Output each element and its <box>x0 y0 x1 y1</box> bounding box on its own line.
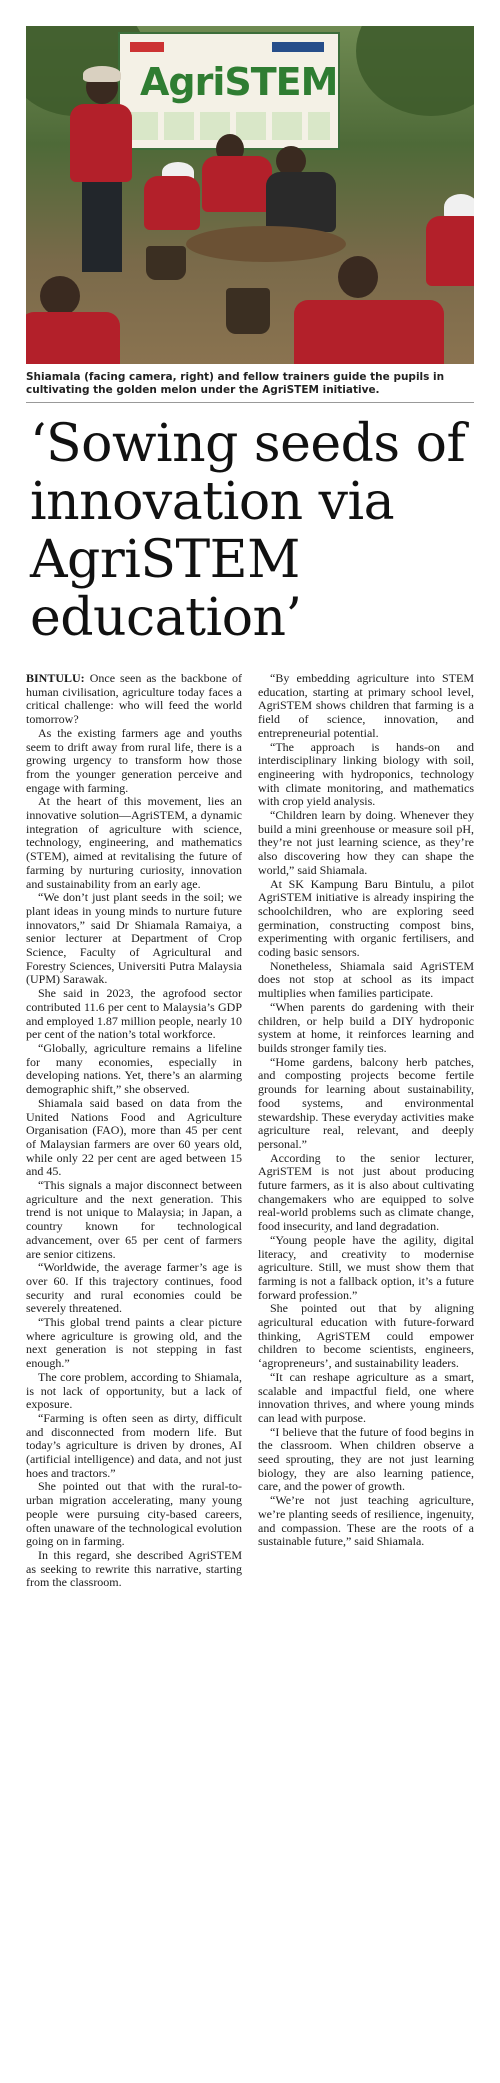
person-head <box>338 256 378 298</box>
paragraph: “Young people have the agility, digital literacy, and creativity to modernise agriculture. Still, we must show them that farming is not a fallback option, it’s a future forward profession.” <box>258 1232 474 1302</box>
person-head <box>40 276 80 316</box>
red-shirt <box>26 312 120 364</box>
banner-logo <box>272 42 324 52</box>
paragraph: “Children learn by doing. Whenever they build a mini greenhouse or measure soil pH, they’re not just learning science, as they’re also discovering how they can shape the world,” said Shiamala. <box>258 808 474 877</box>
pot <box>226 288 270 334</box>
paragraph: She pointed out that by aligning agricultural education with future-forward thinking, AgriSTEM could empower children to become scientists, engineers, ‘agropreneurs’, and sustainability leaders. <box>258 1301 474 1371</box>
paragraph: At the heart of this movement, lies an innovative solution—AgriSTEM, a dynamic integration of agriculture with science, technology, engineering, and mathematics (STEM), aimed at revitalising the future of farming by nurturing curiosity, innovation and sustainability from an early age. <box>26 794 242 891</box>
paragraph: According to the senior lecturer, AgriSTEM is not just about producing future farmers, as it is also about cultivating changemakers who are equipped to solve real-world problems such as climate change, food insecurity, and land degradation. <box>258 1150 474 1234</box>
paragraph: “This global trend paints a clear picture where agriculture is growing old, and the next generation is not stepping in fast enough.” <box>26 1315 242 1371</box>
banner-logo <box>130 42 164 52</box>
paragraph: “This signals a major disconnect between agriculture and the next generation. This trend is not unique to Malaysia; in Japan, a country known for technological advancement, over 65 per cent of farmers are senior citizens. <box>26 1178 242 1261</box>
column-right <box>258 672 474 1590</box>
pot <box>146 246 186 280</box>
photo-caption: Shiamala (facing camera, right) and fellow trainers guide the pupils in cultivating the golden melon under the AgriSTEM initiative. <box>26 371 445 396</box>
paragraph: “It can reshape agriculture as a smart, scalable and impactful field, one where innovation thrives, and where young minds can lead with purpose. <box>258 1369 474 1425</box>
headline: ‘Sowing seeds of innovation via AgriSTEM education’ <box>30 414 466 648</box>
paragraph: “By embedding agriculture into STEM education, starting at primary school level, AgriSTEM shows children that farming is a field of science, innovation, and entrepreneurial potential. <box>258 671 474 740</box>
paragraph: “Globally, agriculture remains a lifeline for many economies, especially in developing nations. Yet, there’s an alarming demographic shift,” she observed. <box>26 1040 242 1097</box>
article-body <box>26 672 474 1590</box>
article-photo <box>26 26 474 364</box>
paragraph: She said in 2023, the agrofood sector contributed 11.6 per cent to Malaysia’s GDP and employed 1.87 million people, nearly 10 per cent of the nation’s total workforce. <box>26 986 242 1042</box>
banner-title: AgriSTEM <box>140 60 338 104</box>
paragraph: As the existing farmers age and youths seem to drift away from rural life, there is a growing urgency to transform how those from the younger generation perceive and engage with farming. <box>26 725 242 795</box>
paragraph <box>26 672 242 727</box>
paragraph: “We’re not just teaching agriculture, we’re planting seeds of resilience, ingenuity, and compassion. These are the roots of a sustainable future,” said Shiamala. <box>258 1493 474 1549</box>
newspaper-clipping <box>26 26 474 647</box>
paragraph: “We don’t just plant seeds in the soil; we plant ideas in young minds to nurture future innovators,” said Dr Shiamala Ramaiya, a senior lecturer at Department of Crop Science, Faculty of Agricultural and Forestry Sciences, Universiti Putra Malaysia (UPM) Sarawak. <box>26 890 242 987</box>
paragraph: “The approach is hands-on and interdisciplinary linking biology with soil, engineering with hydroponics, technology with climate monitoring, and mathematics with crop yield analysis. <box>258 739 474 809</box>
dateline: BINTULU: <box>26 671 85 685</box>
red-shirt <box>202 156 272 212</box>
paragraph: “I believe that the future of food begins in the classroom. When children observe a seed sprouting, they are not just learning biology, they are also learning patience, care, and the power of growth. <box>258 1424 474 1494</box>
agristem-banner <box>118 32 340 150</box>
foliage <box>356 26 474 116</box>
dark-shirt <box>266 172 336 232</box>
paragraph: “Worldwide, the average farmer’s age is over 60. If this trajectory continues, food security and rural economies could be severely threatened. <box>26 1260 242 1316</box>
paragraph: “Farming is often seen as dirty, difficult and disconnected from modern life. But today’s agriculture is driven by drones, AI (artificial intelligence) and data, and not just hoes and tractors.” <box>26 1410 242 1480</box>
red-shirt <box>144 176 200 230</box>
column-left <box>26 672 242 1590</box>
paragraph: At SK Kampung Baru Bintulu, a pilot AgriSTEM initiative is already inspiring the schoolchildren, who are exploring seed germination, constructing compost bins, experimenting with organic fertilisers, and coding basic sensors. <box>258 876 474 960</box>
paragraph-text: Once seen as the backbone of human civilisation, agriculture today faces a critical challenge: who will feed the world tomorrow? <box>26 671 243 727</box>
cap <box>83 66 121 82</box>
red-shirt <box>294 300 444 364</box>
red-shirt <box>70 104 132 182</box>
soil-patch <box>186 226 346 262</box>
paragraph: Shiamala said based on data from the United Nations Food and Agriculture Organisation (FAO), more than 45 per cent of Malaysian farmers are over 60 years old, while only 22 per cent are aged between 15 and 45. <box>26 1095 242 1179</box>
red-shirt <box>426 216 474 286</box>
trousers <box>82 182 122 272</box>
paragraph: She pointed out that with the rural-to-urban migration accelerating, many young people were pursuing city-based careers, often unaware of the technological evolution going on in farming. <box>26 1479 242 1549</box>
paragraph: Nonetheless, Shiamala said AgriSTEM does not stop at school as its impact multiplies when families participate. <box>258 958 474 1001</box>
paragraph: “When parents do gardening with their children, or help build a DIY hydroponic system at home, it reinforces learning and builds stronger family ties. <box>258 999 474 1055</box>
paragraph: The core problem, according to Shiamala, is not lack of opportunity, but a lack of exposure. <box>26 1369 242 1412</box>
paragraph: In this regard, she described AgriSTEM as seeking to rewrite this narrative, starting from the classroom. <box>26 1548 242 1590</box>
divider <box>26 402 474 403</box>
paragraph: “Home gardens, balcony herb patches, and composting projects become fertile grounds for learning about sustainability, food systems, and environmental stewardship. These everyday activities make agriculture real, relevant, and deeply personal.” <box>258 1054 474 1151</box>
